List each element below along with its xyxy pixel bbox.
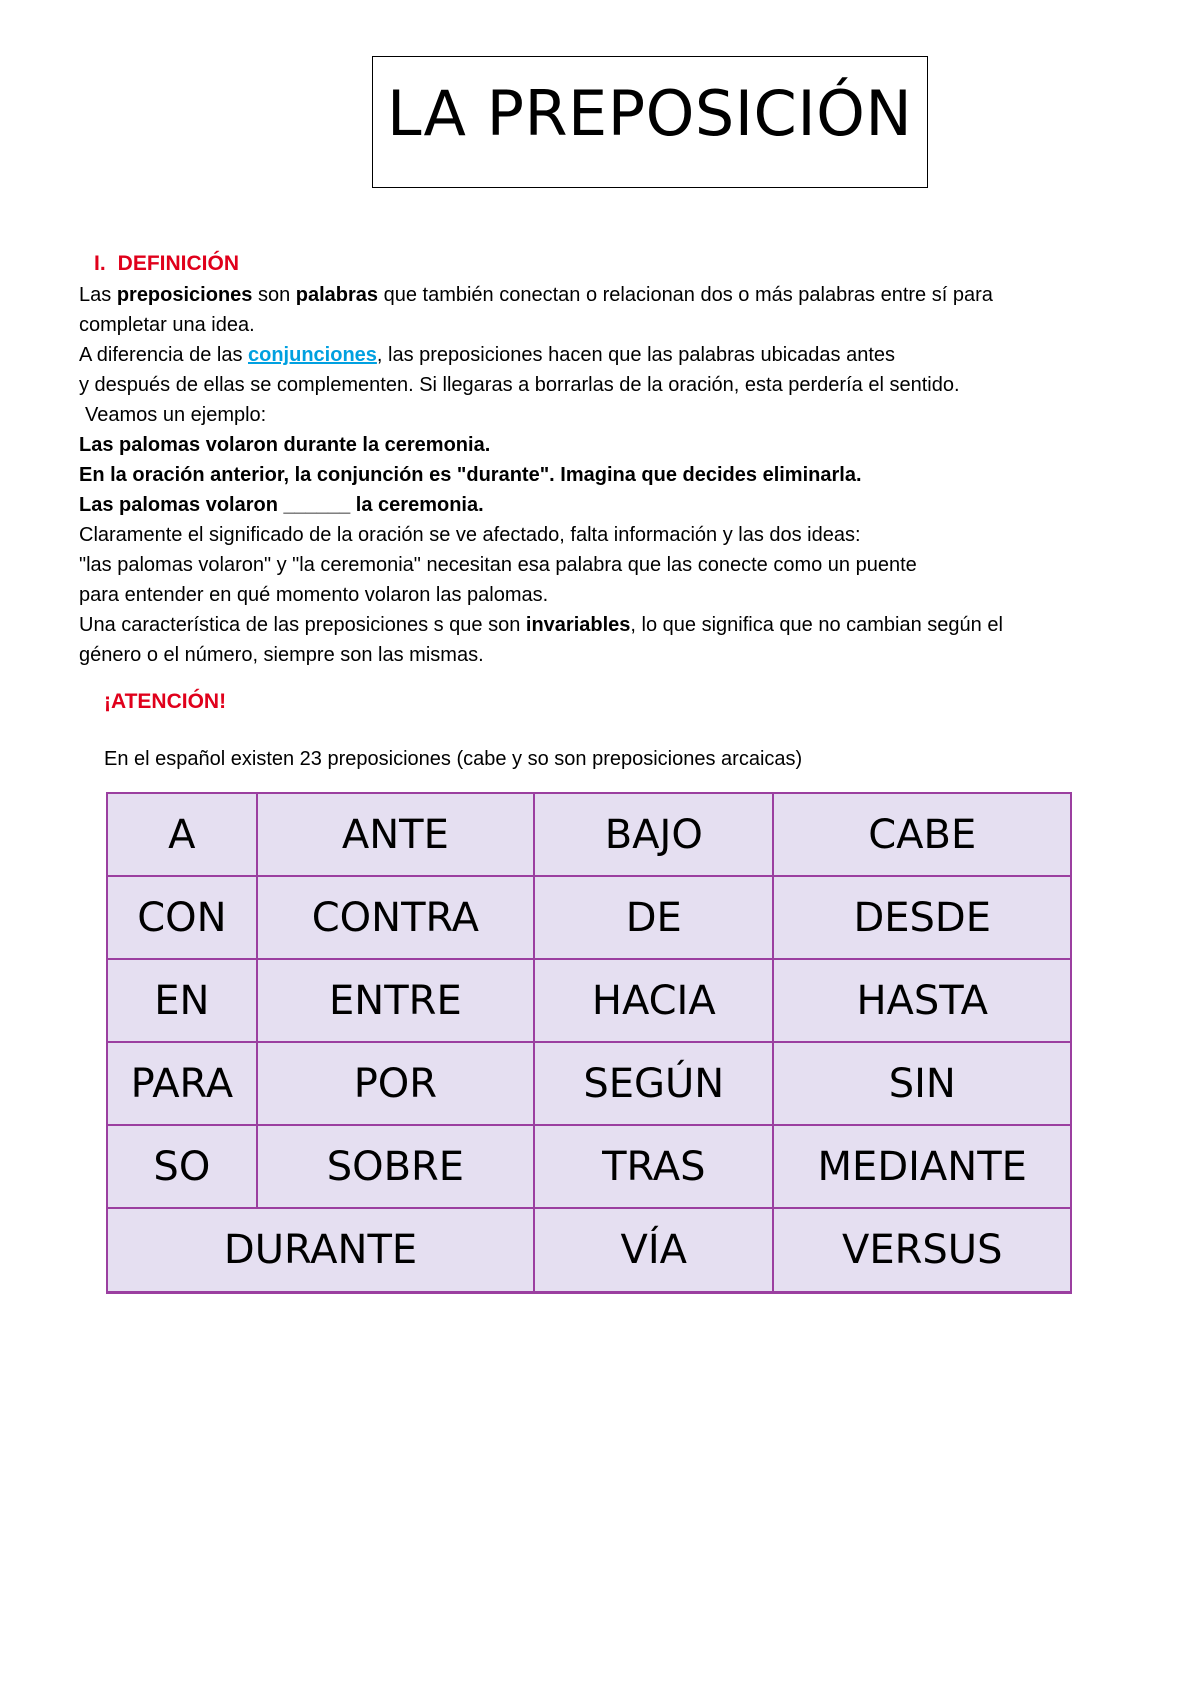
text-span: , lo que significa que no cambian según el — [630, 614, 1003, 636]
definition-text — [79, 280, 1119, 670]
text-line — [79, 340, 1119, 370]
table-cell: CONTRA — [257, 876, 534, 959]
table-row — [107, 1125, 1071, 1208]
intro-text: En el español existen 23 preposiciones (cabe y so son preposiciones arcaicas) — [104, 748, 803, 770]
text-line: para entender en qué momento volaron las palomas. — [79, 584, 549, 606]
table-cell: VÍA — [534, 1208, 773, 1292]
table-cell: A — [107, 793, 257, 876]
table-cell: HASTA — [773, 959, 1071, 1042]
text-line — [79, 610, 1119, 640]
text-span: son — [252, 284, 296, 306]
attention-heading: ¡ATENCIÓN! — [104, 690, 227, 713]
table-cell: TRAS — [534, 1125, 773, 1208]
table-row — [107, 1208, 1071, 1292]
text-span: A diferencia de las — [79, 344, 248, 366]
table-cell: DE — [534, 876, 773, 959]
table-cell: POR — [257, 1042, 534, 1125]
prepositions-table — [106, 792, 1072, 1294]
table-cell: EN — [107, 959, 257, 1042]
table-cell: DESDE — [773, 876, 1071, 959]
example-line: Las palomas volaron durante la ceremonia. — [79, 434, 491, 456]
bold-term: preposiciones — [116, 284, 253, 306]
text-line: Veamos un ejemplo: — [85, 404, 267, 426]
text-line: Claramente el significado de la oración se ve afectado, falta información y las dos ideas: — [79, 524, 861, 546]
text-span: , las preposiciones hacen que las palabras ubicadas antes — [376, 344, 896, 366]
text-line: "las palomas volaron" y "la ceremonia" necesitan esa palabra que las conecte como un puente — [79, 554, 917, 576]
section-number: I. — [94, 252, 106, 275]
text-line: completar una idea. — [79, 314, 255, 336]
example-line: Las palomas volaron ______ la ceremonia. — [79, 494, 484, 516]
conjunciones-link[interactable]: conjunciones — [248, 344, 377, 366]
table-cell: PARA — [107, 1042, 257, 1125]
table-cell: MEDIANTE — [773, 1125, 1071, 1208]
text-span: Una característica de las preposiciones s que son — [79, 614, 526, 636]
text-line: género o el número, siempre son las mismas. — [79, 644, 484, 666]
text-line — [79, 280, 1119, 310]
bold-term: invariables — [525, 614, 631, 636]
bold-term: palabras — [295, 284, 379, 306]
text-line: y después de ellas se complementen. Si llegaras a borrarlas de la oración, esta perdería el sentido. — [79, 374, 960, 396]
table-cell: BAJO — [534, 793, 773, 876]
table-cell: VERSUS — [773, 1208, 1071, 1292]
table-cell: HACIA — [534, 959, 773, 1042]
table-cell: SIN — [773, 1042, 1071, 1125]
example-line: En la oración anterior, la conjunción es "durante". Imagina que decides eliminarla. — [79, 464, 862, 486]
table-row — [107, 1042, 1071, 1125]
table-row — [107, 959, 1071, 1042]
table-cell: SO — [107, 1125, 257, 1208]
table-cell: CABE — [773, 793, 1071, 876]
table-cell: ENTRE — [257, 959, 534, 1042]
table-cell: ANTE — [257, 793, 534, 876]
text-span: que también conectan o relacionan dos o más palabras entre sí para — [378, 284, 993, 306]
table-row — [107, 876, 1071, 959]
table-cell: DURANTE — [107, 1208, 534, 1292]
table-cell: SOBRE — [257, 1125, 534, 1208]
page-title: LA PREPOSICIÓN — [387, 77, 913, 150]
table-row — [107, 793, 1071, 876]
table-cell: CON — [107, 876, 257, 959]
title-box — [372, 56, 928, 188]
text-span: Las — [79, 284, 117, 306]
table-cell: SEGÚN — [534, 1042, 773, 1125]
section-title: DEFINICIÓN — [117, 252, 240, 275]
section-heading — [94, 252, 239, 276]
